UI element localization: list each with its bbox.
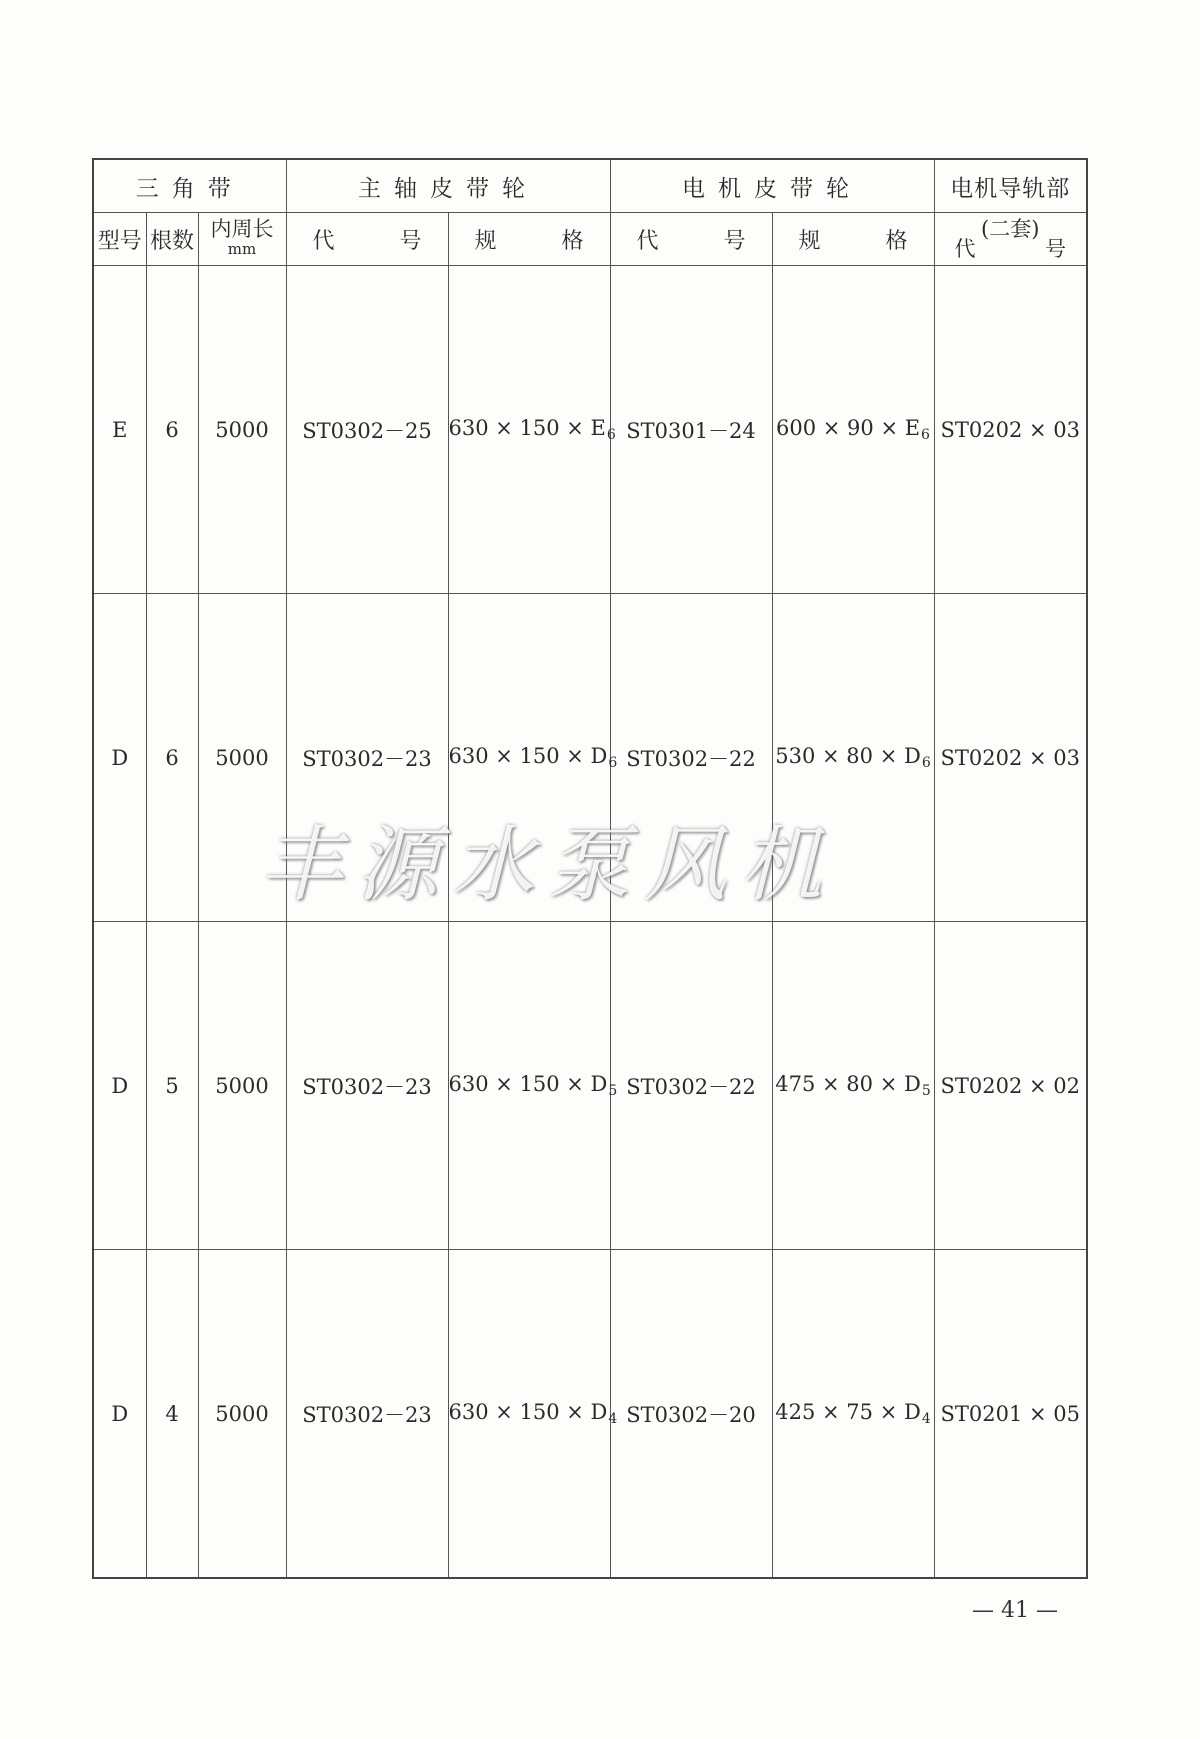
cell-type: D [93, 922, 146, 1250]
header-row-columns [93, 213, 1087, 266]
cell-spindle-code: ST0302－25 [286, 266, 448, 594]
spec-text: 630 × 150 × E [448, 416, 606, 440]
spec-subscript: 6 [606, 427, 616, 443]
header-motor-spec [772, 213, 934, 266]
header-rail-code [934, 213, 1087, 266]
cell-rail-code: ST0202 × 03 [934, 266, 1087, 594]
spec-char-2: 格 [885, 228, 908, 254]
cell-rail-code: ST0202 × 02 [934, 922, 1087, 1250]
table-row [93, 266, 1087, 594]
spec-text: 530 × 80 × D [775, 744, 921, 768]
cell-spindle-code: ST0302－23 [286, 922, 448, 1250]
cell-count: 4 [146, 1250, 198, 1579]
cell-rail-code: ST0201 × 05 [934, 1250, 1087, 1579]
header-rail-sets: (二套) [981, 217, 1040, 241]
cell-count: 5 [146, 922, 198, 1250]
cell-length: 5000 [198, 266, 286, 594]
header-count: 根数 [146, 213, 198, 266]
cell-rail-code: ST0202 × 03 [934, 594, 1087, 922]
cell-type: D [93, 1250, 146, 1579]
header-length [198, 213, 286, 266]
spec-text: 630 × 150 × D [448, 744, 608, 768]
cell-spindle-code: ST0302－23 [286, 1250, 448, 1579]
header-spindle-spec [448, 213, 610, 266]
cell-motor-code: ST0302－22 [610, 922, 772, 1250]
spec-text: 475 × 80 × D [775, 1072, 921, 1096]
header-length-label: 内周长 [210, 217, 274, 241]
code-char-1: 代 [954, 237, 976, 261]
cell-motor-spec [772, 266, 934, 594]
cell-motor-code: ST0302－22 [610, 594, 772, 922]
spec-subscript: 4 [921, 1411, 931, 1427]
code-char-2: 号 [399, 228, 422, 254]
spec-subscript: 6 [921, 755, 931, 771]
spec-subscript: 4 [608, 1411, 618, 1427]
cell-motor-spec [772, 922, 934, 1250]
spec-subscript: 6 [921, 427, 930, 443]
header-spindle-pulley: 主轴皮带轮 [286, 159, 610, 213]
cell-spindle-spec [448, 922, 618, 1250]
spec-text: 630 × 150 × D [448, 1400, 608, 1424]
spec-char-1: 规 [474, 228, 497, 254]
cell-spindle-code: ST0302－23 [286, 594, 448, 922]
table-row [93, 1250, 1087, 1579]
header-v-belt: 三角带 [93, 159, 286, 213]
cell-motor-code: ST0301－24 [610, 266, 772, 594]
cell-count: 6 [146, 266, 198, 594]
spec-char-2: 格 [561, 228, 584, 254]
cell-motor-spec [772, 1250, 934, 1579]
cell-spindle-spec [448, 1250, 618, 1579]
header-length-unit: mm [227, 240, 257, 258]
cell-motor-code: ST0302－20 [610, 1250, 772, 1579]
header-motor-pulley: 电机皮带轮 [610, 159, 934, 213]
header-spindle-code [286, 213, 448, 266]
page-number: — 41 — [972, 1598, 1058, 1623]
watermark-text: 丰源水泵风机 [260, 818, 836, 913]
table-row [93, 922, 1087, 1250]
header-motor-code [610, 213, 772, 266]
code-char-2: 号 [723, 228, 746, 254]
spec-subscript: 6 [608, 755, 618, 771]
code-char-1: 代 [636, 228, 659, 254]
spec-text: 425 × 75 × D [775, 1400, 921, 1424]
spec-subscript: 5 [608, 1083, 618, 1099]
spec-text: 600 × 90 × E [776, 416, 921, 440]
header-type: 型号 [93, 213, 146, 266]
cell-length: 5000 [198, 594, 286, 922]
spec-char-1: 规 [798, 228, 821, 254]
cell-spindle-spec [448, 266, 616, 594]
code-char-2: 号 [1045, 237, 1066, 261]
cell-length: 5000 [198, 1250, 286, 1579]
cell-type: E [93, 266, 146, 594]
header-row-groups [93, 159, 1087, 213]
spec-text: 630 × 150 × D [448, 1072, 608, 1096]
cell-count: 6 [146, 594, 198, 922]
spec-subscript: 5 [921, 1083, 931, 1099]
cell-length: 5000 [198, 922, 286, 1250]
header-motor-rail: 电机导轨部 [934, 159, 1087, 213]
code-char-1: 代 [312, 228, 335, 254]
cell-type: D [93, 594, 146, 922]
